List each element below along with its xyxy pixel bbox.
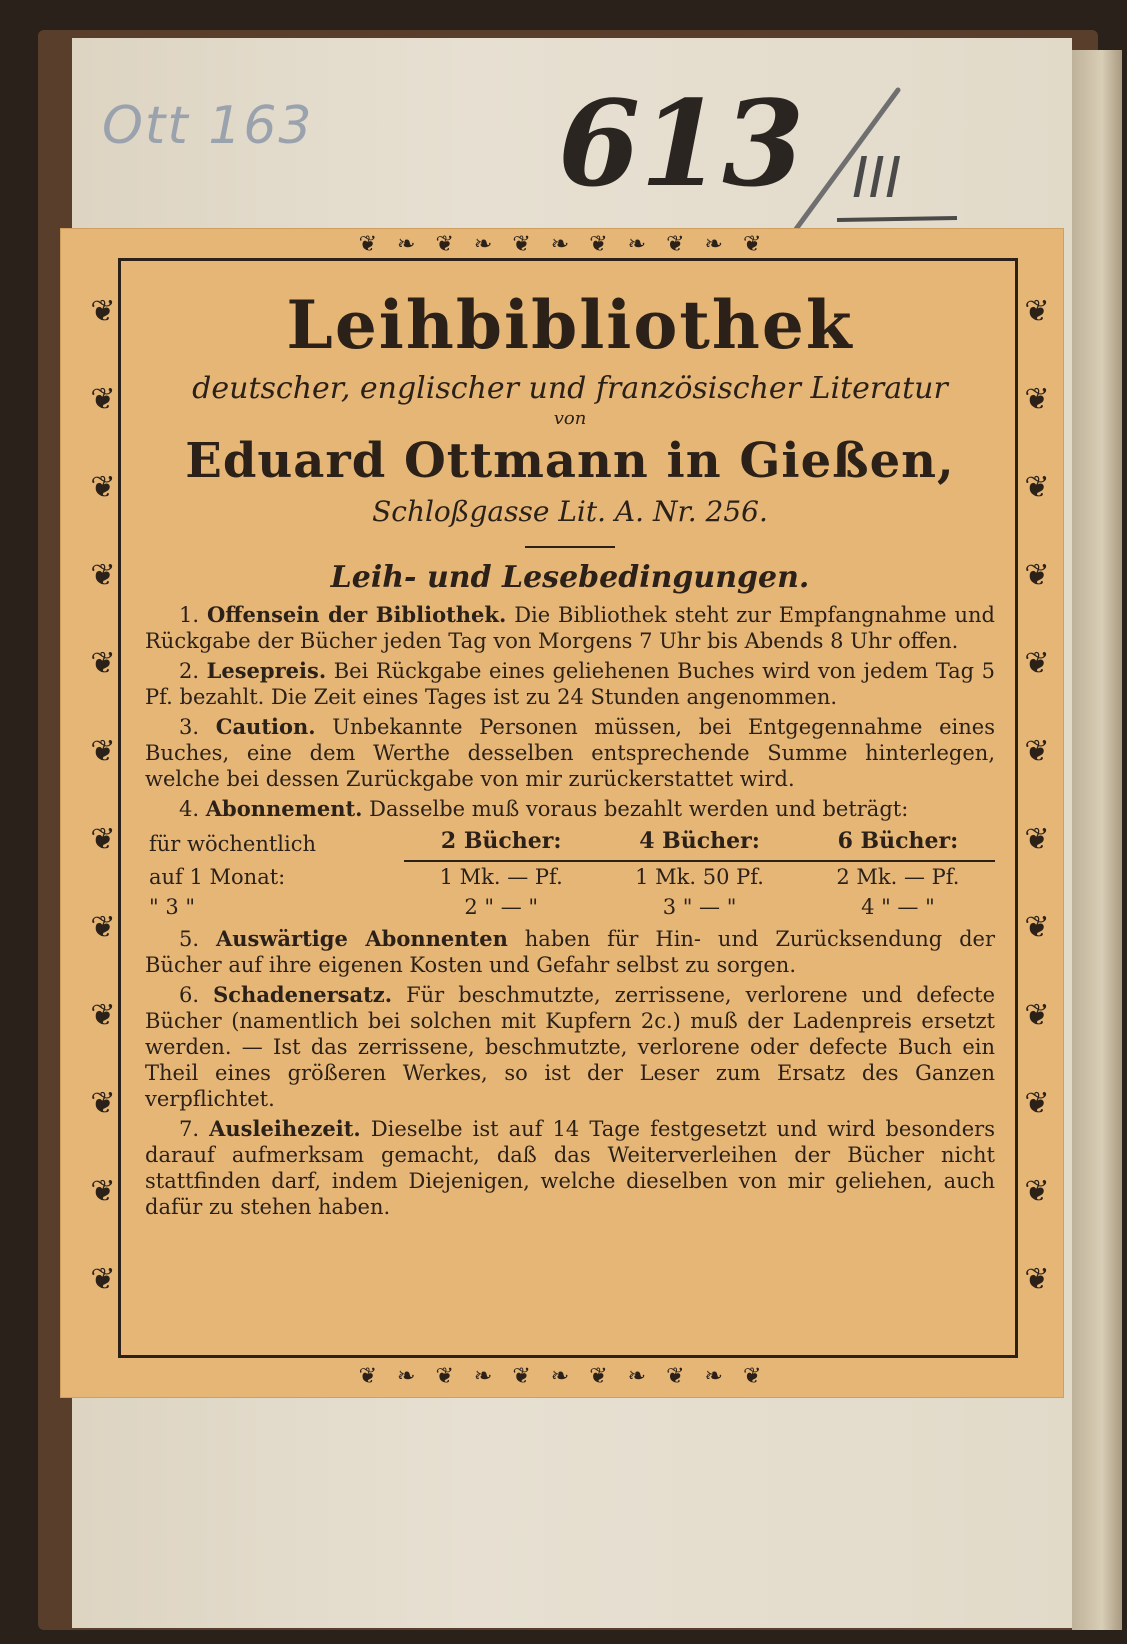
rule-2: 2. Lesepreis. Bei Rückgabe eines geliehenen Buches wird von jedem Tag 5 Pf. bezahlt. Die Zeit eines Tages ist zu 24 Stunden angenommen. <box>145 658 995 709</box>
endpaper <box>72 38 1072 1628</box>
rule-1: 1. Offensein der Bibliothek. Die Bibliothek steht zur Empfangnahme und Rückgabe der Bücher jeden Tag von Morgens 7 Uhr bis Abends 8 Uhr offen. <box>145 602 995 653</box>
price-table-header <box>145 826 995 861</box>
bottom-ornament: ❦❧❦❧❦❧❦❧❦❧❦ <box>358 1364 782 1389</box>
price-header-6: 6 Bücher: <box>801 826 995 861</box>
roman-underline <box>832 210 962 230</box>
price-header-2: 2 Bücher: <box>404 826 598 861</box>
label-content <box>145 278 995 1224</box>
conditions-title: Leih- und Lesebedingungen. <box>330 560 810 595</box>
rule-6: 6. Schadenersatz. Für beschmutzte, zerrissene, verlorene und defecte Bücher (namentlich bei solchen mit Kupfern 2c.) muß der Ladenpreis ersetzt werden. — Ist das zerrissene, beschmutzte, verlorene oder defecte Buch ein Theil eines größeren Werkes, so ist der Leser zum Ersatz des Ganzen verpflichtet. <box>145 982 995 1111</box>
page-edges <box>1072 50 1122 1630</box>
right-ornament: ❦ ❦ ❦ ❦ ❦ ❦ ❦ ❦ ❦ ❦ ❦ ❦ <box>1024 294 1050 1297</box>
shelfmark-handwritten: Ott 163 <box>102 96 314 156</box>
label-title: Leihbibliothek <box>286 286 854 364</box>
rule-3: 3. Caution. Unbekannte Personen müssen, bei Entgegennahme eines Buches, eine dem Werthe desselben entsprechende Summe hinterlegen, welche bei dessen Zurückgabe von mir zurückerstattet wird. <box>145 714 996 791</box>
rule-7: 7. Ausleihezeit. Dieselbe ist auf 14 Tage festgesetzt und wird besonders darauf aufmerksam gemacht, daß das Weiterverleihen der Bücher nicht stattfinden darf, indem Diejenigen, welche dieselben von mir geliehen, auch dafür zu stehen haben. <box>145 1116 995 1219</box>
owner-name: Eduard Ottmann in Gießen, <box>185 433 955 489</box>
volume-roman: III <box>852 146 902 211</box>
label-von: von <box>553 408 587 429</box>
price-table <box>145 826 995 922</box>
inventory-number: 613 <box>558 74 805 213</box>
label-subtitle: deutscher, englischer und französischer Literatur <box>192 371 948 406</box>
left-ornament: ❦ ❦ ❦ ❦ ❦ ❦ ❦ ❦ ❦ ❦ ❦ ❦ <box>90 294 116 1297</box>
rule-5: 5. Auswärtige Abonnenten haben für Hin- und Zurücksendung der Bücher auf ihre eigenen Kosten und Gefahr selbst zu sorgen. <box>145 926 995 977</box>
rule-4: 4. Abonnement. Dasselbe muß voraus bezahlt werden und beträgt: <box>179 796 909 821</box>
top-ornament: ❦❧❦❧❦❧❦❧❦❧❦ <box>358 232 782 257</box>
divider <box>525 546 615 548</box>
library-label <box>60 228 1064 1398</box>
price-header-4: 4 Bücher: <box>598 826 801 861</box>
table-row: auf 1 Monat: 1 Mk. — Pf. 1 Mk. 50 Pf. 2 Mk. — Pf. <box>149 864 960 889</box>
owner-address: Schloßgasse Lit. A. Nr. 256. <box>372 495 768 528</box>
table-row: " 3 " 2 " — " 3 " — " 4 " — " <box>149 895 935 919</box>
price-table-label: für wöchentlich <box>149 831 317 856</box>
